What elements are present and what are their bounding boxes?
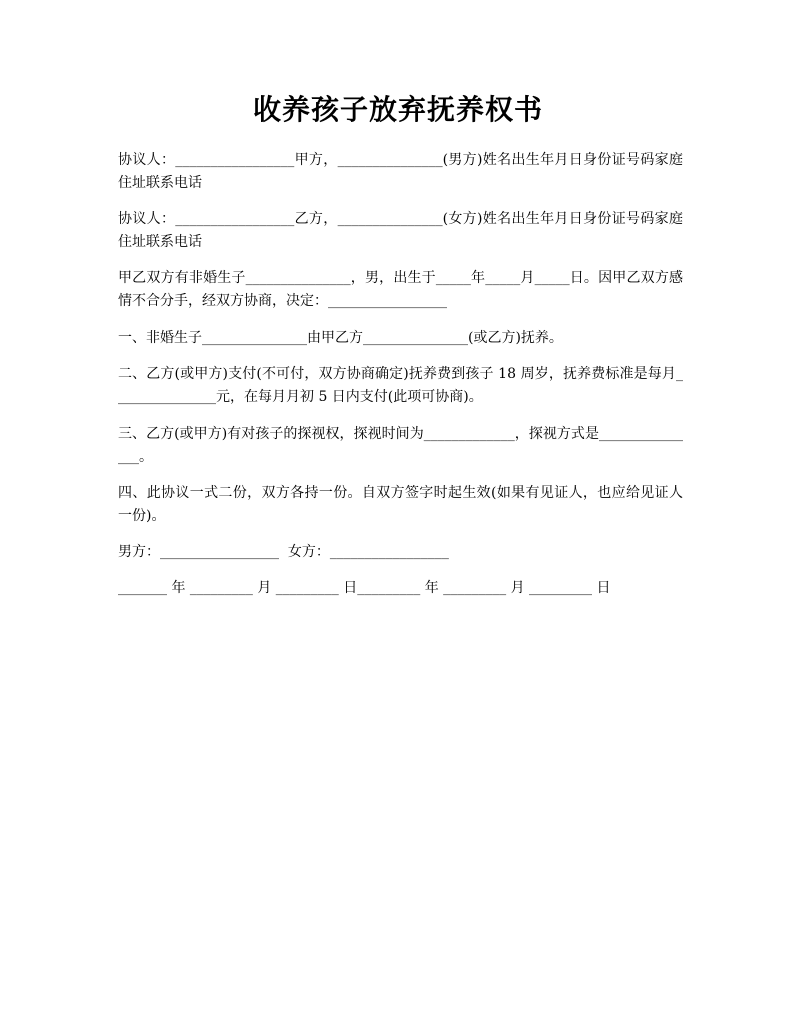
clause-four: 四、此协议一式二份，双方各持一份。自双方签字时起生效(如果有见证人，也应给见证人一份)。: [118, 485, 683, 524]
document-title: 收养孩子放弃抚养权书: [252, 93, 543, 126]
signature-line: 男方：_________________ 女方：_________________: [118, 544, 449, 560]
child-info-paragraph: 甲乙双方有非婚生子_______________，男，出生于_____年_____月_____日。因甲乙双方感情不合分手，经双方协商，决定：_________________: [118, 270, 683, 309]
date-line: _______ 年 _________ 月 _________ 日_________ 年 _________ 月 _________ 日: [118, 580, 611, 596]
party-a-paragraph: 协议人：_________________甲方，_______________(男方)姓名出生年月日身份证号码家庭住址联系电话: [118, 152, 683, 191]
clause-two: 二、乙方(或甲方)支付(不可付，双方协商确定)抚养费到孩子 18 周岁，抚养费标准是每月_______________元，在每月月初 5 日内支付(此项可协商)。: [118, 366, 683, 405]
clause-three: 三、乙方(或甲方)有对孩子的探视权，探视时间为_____________，探视方式是_______________。: [118, 426, 683, 465]
clause-one: 一、非婚生子_______________由甲乙方_______________(或乙方)抚养。: [118, 330, 563, 346]
party-b-paragraph: 协议人：_________________乙方，_______________(女方)姓名出生年月日身份证号码家庭住址联系电话: [118, 211, 683, 250]
